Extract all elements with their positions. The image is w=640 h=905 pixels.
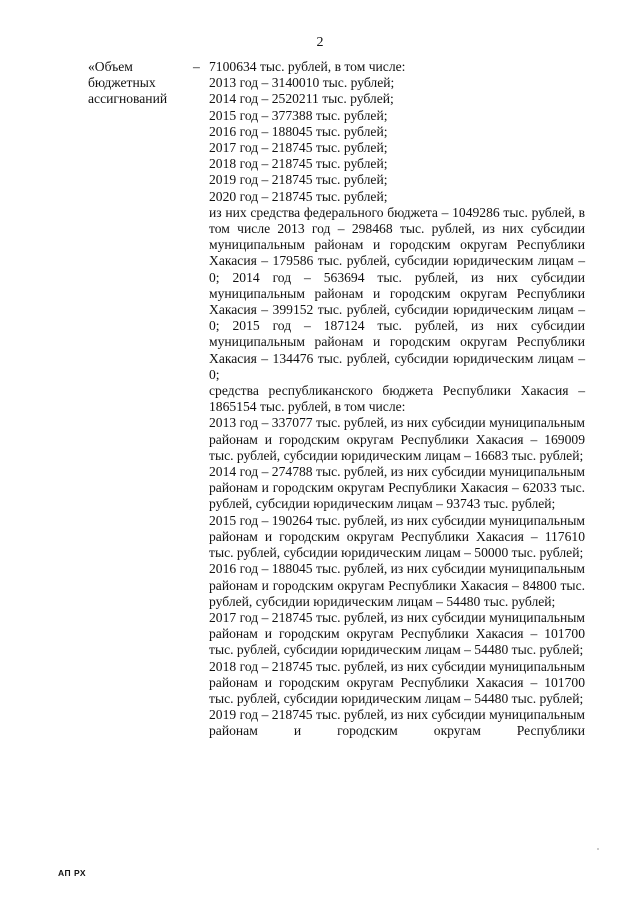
year-line: 2017 год – 218745 тыс. рублей; xyxy=(209,140,388,156)
label-dash: – xyxy=(193,59,200,74)
republic-year-paragraph: 2013 год – 337077 тыс. рублей, из них субсидии муниципальным районам и городским округам Республики Хакасия – 169009 тыс. рублей, субсидии юридическим лицам – 16683 тыс. рублей; xyxy=(209,415,585,463)
budget-content xyxy=(209,59,585,740)
year-line: 2014 год – 2520211 тыс. рублей; xyxy=(209,91,394,107)
year-line: 2015 год – 377388 тыс. рублей; xyxy=(209,107,388,123)
scan-speck xyxy=(597,848,599,850)
budget-label-line: бюджетных xyxy=(88,75,156,91)
year-line: 2020 год – 218745 тыс. рублей; xyxy=(209,188,388,204)
budget-label-line: ассигнований xyxy=(88,91,168,107)
republic-year-paragraph-partial: 2019 год – 218745 тыс. рублей, из них субсидии муниципальным районам и городским округам Республики xyxy=(209,707,585,739)
republic-budget-intro: средства республиканского бюджета Республики Хакасия – 1865154 тыс. рублей, в том числе: xyxy=(209,383,585,415)
republic-year-paragraph: 2017 год – 218745 тыс. рублей, из них субсидии муниципальным районам и городским округам Республики Хакасия – 101700 тыс. рублей, субсидии юридическим лицам – 54480 тыс. рублей; xyxy=(209,609,585,658)
footer-mark: АП РХ xyxy=(58,868,87,878)
year-line: 2018 год – 218745 тыс. рублей; xyxy=(209,156,388,172)
year-line: 2013 год – 3140010 тыс. рублей; xyxy=(209,75,395,91)
budget-label xyxy=(88,59,200,108)
year-line: 2019 год – 218745 тыс. рублей; xyxy=(209,172,388,188)
page-number: 2 xyxy=(316,35,324,50)
republic-year-paragraph: 2014 год – 274788 тыс. рублей, из них субсидии муниципальным районам и городским округам Республики Хакасия – 62033 тыс. рублей, субсидии юридическим лицам – 93743 тыс. рублей; xyxy=(209,464,585,512)
republic-year-paragraph: 2015 год – 190264 тыс. рублей, из них субсидии муниципальным районам и городским округам Республики Хакасия – 117610 тыс. рублей, субсидии юридическим лицам – 50000 тыс. рублей; xyxy=(209,512,585,561)
federal-budget-paragraph: из них средства федерального бюджета – 1049286 тыс. рублей, в том числе 2013 год – 298468 тыс. рублей, из них субсидии муниципальным районам и городским округам Республики Хакасия – 179586 тыс. рублей, субсидии юридическим лицам – 0; 2014 год – 563694 тыс. рублей, из них субсидии муниципальным районам и городским округам Республики Хакасия – 399152 тыс. рублей, субсидии юридическим лицам – 0; 2015 год – 187124 тыс. рублей, из них субсидии муниципальным районам и городским округам Республики Хакасия – 134476 тыс. рублей, субсидии юридическим лицам – 0; xyxy=(209,204,585,382)
republic-year-paragraph: 2016 год – 188045 тыс. рублей, из них субсидии муниципальным районам и городским округам Республики Хакасия – 84800 тыс. рублей, субсидии юридическим лицам – 54480 тыс. рублей; xyxy=(209,561,585,609)
year-line: 2016 год – 188045 тыс. рублей; xyxy=(209,123,388,139)
total-amount: 7100634 тыс. рублей, в том числе: xyxy=(209,59,406,74)
republic-year-paragraph: 2018 год – 218745 тыс. рублей, из них субсидии муниципальным районам и городским округам Республики Хакасия – 101700 тыс. рублей, субсидии юридическим лицам – 54480 тыс. рублей; xyxy=(209,658,585,706)
budget-label-line: «Объем xyxy=(88,59,133,74)
